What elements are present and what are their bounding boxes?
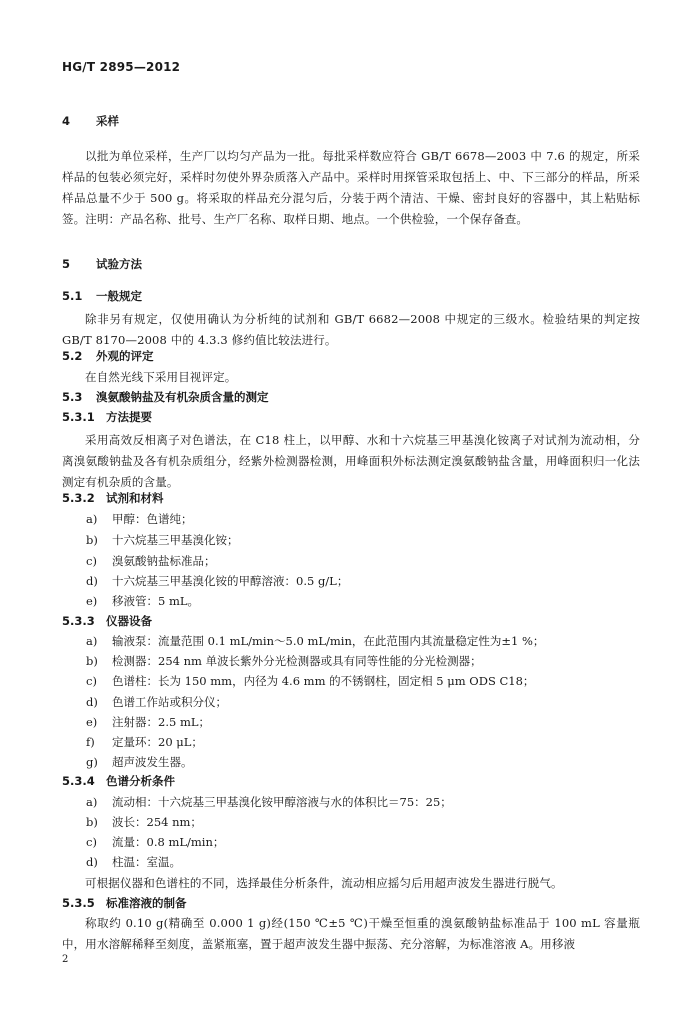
list-item: [86, 833, 224, 852]
list-item: [86, 733, 203, 752]
section-5-3-heading: [62, 388, 639, 407]
section-5-3-3-heading: [62, 612, 639, 631]
section-5-3-4-note: 可根据仪器和色谱柱的不同，选择最佳分析条件，流动相应摇匀后用超声波发生器进行脱气。: [85, 876, 563, 890]
section-5-1-heading: [62, 287, 639, 306]
section-title: 标准溶液的制备: [106, 896, 187, 910]
list-item: [86, 853, 181, 872]
list-item: [86, 632, 544, 651]
list-item-text: 定量环：20 μL；: [112, 735, 203, 749]
list-item: [86, 592, 199, 611]
section-title: 采样: [96, 114, 119, 128]
list-item-label: b): [86, 815, 98, 829]
section-number: 5.3.5: [62, 896, 95, 910]
section-title: 溴氨酸钠盐及有机杂质含量的测定: [96, 390, 269, 404]
section-title: 色谱分析条件: [106, 774, 175, 788]
list-item: [86, 693, 227, 712]
list-item-text: 流量：0.8 mL/min；: [112, 835, 225, 849]
section-title: 一般规定: [96, 289, 142, 303]
list-item: [86, 813, 202, 832]
list-item: [86, 652, 482, 671]
section-5-3-1-paragraph: 采用高效反相离子对色谱法，在 C18 柱上，以甲醇、水和十六烷基三甲基溴化铵离子对试剂为流动相，分离溴氨酸钠盐及各有机杂质组分，经紫外检测器检测，用峰面积外标法测定溴氨酸钠盐含量，用峰面积归一化法测定有机杂质的含量。: [62, 433, 640, 489]
list-item-text: 波长：254 nm；: [112, 815, 202, 829]
section-5-3-5-heading: [62, 894, 639, 913]
list-item-label: a): [86, 795, 98, 809]
standard-code-header: HG/T 2895—2012: [62, 60, 181, 74]
section-5-2-paragraph: 在自然光线下采用目视评定。: [85, 370, 237, 384]
list-item-text: 注射器：2.5 mL；: [112, 715, 210, 729]
list-item: [86, 552, 216, 571]
list-item: [86, 510, 193, 529]
list-item-label: c): [86, 554, 97, 568]
list-item-text: 流动相：十六烷基三甲基溴化铵甲醇溶液与水的体积比＝75：25；: [112, 795, 452, 809]
section-number: 5.1: [62, 289, 83, 303]
list-item-label: b): [86, 654, 98, 668]
list-item-label: e): [86, 715, 98, 729]
list-item-text: 甲醇：色谱纯；: [112, 512, 193, 526]
section-title: 方法提要: [106, 410, 152, 424]
list-item: [86, 672, 534, 691]
section-number: 5.3.3: [62, 614, 95, 628]
section-number: 5.2: [62, 349, 83, 363]
list-item: [86, 793, 452, 812]
list-item-text: 十六烷基三甲基溴化铵的甲醇溶液：0.5 g/L；: [112, 574, 349, 588]
list-item: [86, 753, 193, 772]
section-number: 5.3.4: [62, 774, 95, 788]
section-number: 5: [62, 257, 71, 271]
section-title: 试验方法: [96, 257, 142, 271]
list-item-text: 溴氨酸钠盐标准品；: [112, 554, 216, 568]
list-item: [86, 572, 348, 591]
section-number: 5.3.2: [62, 491, 95, 505]
list-item-text: 移液管：5 mL。: [112, 594, 200, 608]
list-item-text: 检测器：254 nm 单波长紫外分光检测器或具有同等性能的分光检测器；: [112, 654, 482, 668]
section-4-heading: [62, 112, 639, 131]
list-item-label: d): [86, 855, 98, 869]
list-item-text: 十六烷基三甲基溴化铵；: [112, 533, 239, 547]
list-item: [86, 531, 239, 550]
section-4-paragraph: 以批为单位采样，生产厂以均匀产品为一批。每批采样数应符合 GB/T 6678—2003 中 7.6 的规定，所采样品的包装必须完好，采样时勿使外界杂质落入产品中。采样时用探管采取包括上、中、下三部分的样品，所采样品总量不少于 500 g。将采取的样品充分混匀后，分装于两个清洁、干燥、密封良好的容器中，其上粘贴标签。注明：产品名称、批号、生产厂名称、取样日期、地点。一个供检验，一个保存备查。: [62, 149, 640, 226]
list-item-text: 输液泵：流量范围 0.1 mL/min～5.0 mL/min，在此范围内其流量稳定性为±1 %；: [112, 634, 545, 648]
section-title: 外观的评定: [96, 349, 154, 363]
section-title: 仪器设备: [106, 614, 152, 628]
list-item-text: 色谱柱：长为 150 mm，内径为 4.6 mm 的不锈钢柱，固定相 5 μm ODS C18；: [112, 674, 535, 688]
list-item-label: c): [86, 835, 97, 849]
section-number: 5.3.1: [62, 410, 95, 424]
page-number: 2: [62, 954, 69, 965]
list-item-label: c): [86, 674, 97, 688]
list-item-text: 色谱工作站或积分仪；: [112, 695, 227, 709]
list-item-label: f): [86, 735, 95, 749]
list-item-label: e): [86, 594, 98, 608]
section-5-2-heading: [62, 347, 639, 366]
list-item-text: 超声波发生器。: [112, 755, 193, 769]
list-item-label: a): [86, 512, 98, 526]
section-title: 试剂和材料: [106, 491, 164, 505]
list-item-label: g): [86, 755, 98, 769]
section-5-1-paragraph: 除非另有规定，仅使用确认为分析纯的试剂和 GB/T 6682—2008 中规定的三级水。检验结果的判定按 GB/T 8170—2008 中的 4.3.3 修约值比较法进行。: [62, 312, 640, 347]
list-item-label: a): [86, 634, 98, 648]
list-item-text: 柱温：室温。: [112, 855, 181, 869]
section-5-heading: [62, 255, 639, 274]
section-number: 5.3: [62, 390, 83, 404]
section-5-3-1-heading: [62, 408, 639, 427]
list-item: [86, 713, 210, 732]
section-5-3-5-paragraph: 称取约 0.10 g(精确至 0.000 1 g)经(150 ℃±5 ℃)干燥至恒重的溴氨酸钠盐标准品于 100 mL 容量瓶中，用水溶解稀释至刻度，盖紧瓶塞，置于超声波发生器中振荡、充分溶解，为标准溶液 A。用移液: [62, 916, 640, 951]
list-item-label: d): [86, 574, 98, 588]
section-number: 4: [62, 114, 71, 128]
section-5-3-2-heading: [62, 489, 639, 508]
list-item-label: b): [86, 533, 98, 547]
list-item-label: d): [86, 695, 98, 709]
section-5-3-4-heading: [62, 772, 639, 791]
